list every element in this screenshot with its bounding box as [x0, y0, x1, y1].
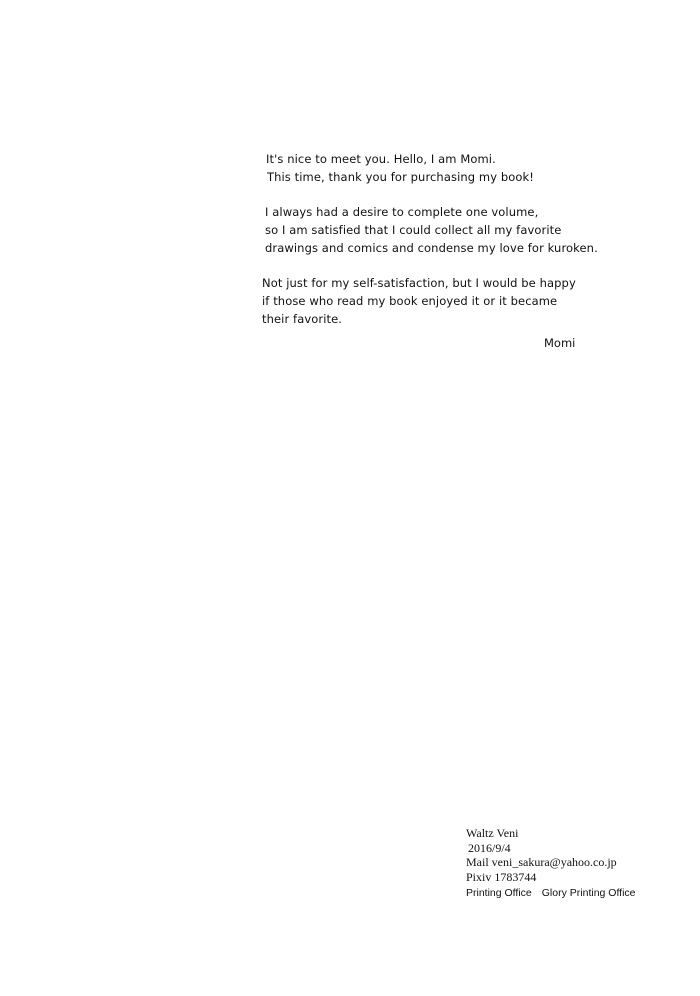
printing-office-value: Glory Printing Office	[541, 887, 636, 899]
publication-date: 2016/9/4	[468, 840, 511, 855]
message-line: if those who read my book enjoyed it or it became	[262, 294, 558, 308]
afterword-message	[262, 150, 622, 345]
message-line: I always had a desire to complete one volume,	[265, 205, 539, 219]
circle-name: Waltz Veni	[466, 826, 519, 840]
paragraph-greeting	[262, 150, 622, 186]
author-signature: Momi	[544, 336, 576, 350]
message-line: their favorite.	[262, 312, 343, 326]
contact-mail: Mail veni_sakura@yahoo.co.jp	[466, 855, 617, 869]
message-line: This time, thank you for purchasing my book!	[267, 170, 535, 184]
message-line: It's nice to meet you. Hello, I am Momi.	[266, 152, 496, 166]
printing-office	[466, 886, 636, 901]
printing-office-label: Printing Office	[466, 887, 532, 899]
message-line: drawings and comics and condense my love for kuroken.	[265, 241, 598, 255]
colophon	[466, 826, 636, 901]
message-line: so I am satisfied that I could collect all my favorite	[265, 223, 562, 237]
message-line: Not just for my self-satisfaction, but I would be happy	[262, 276, 576, 290]
paragraph-desire	[262, 203, 622, 257]
paragraph-hope	[262, 274, 622, 328]
pixiv-id: Pixiv 1783744	[466, 869, 537, 884]
